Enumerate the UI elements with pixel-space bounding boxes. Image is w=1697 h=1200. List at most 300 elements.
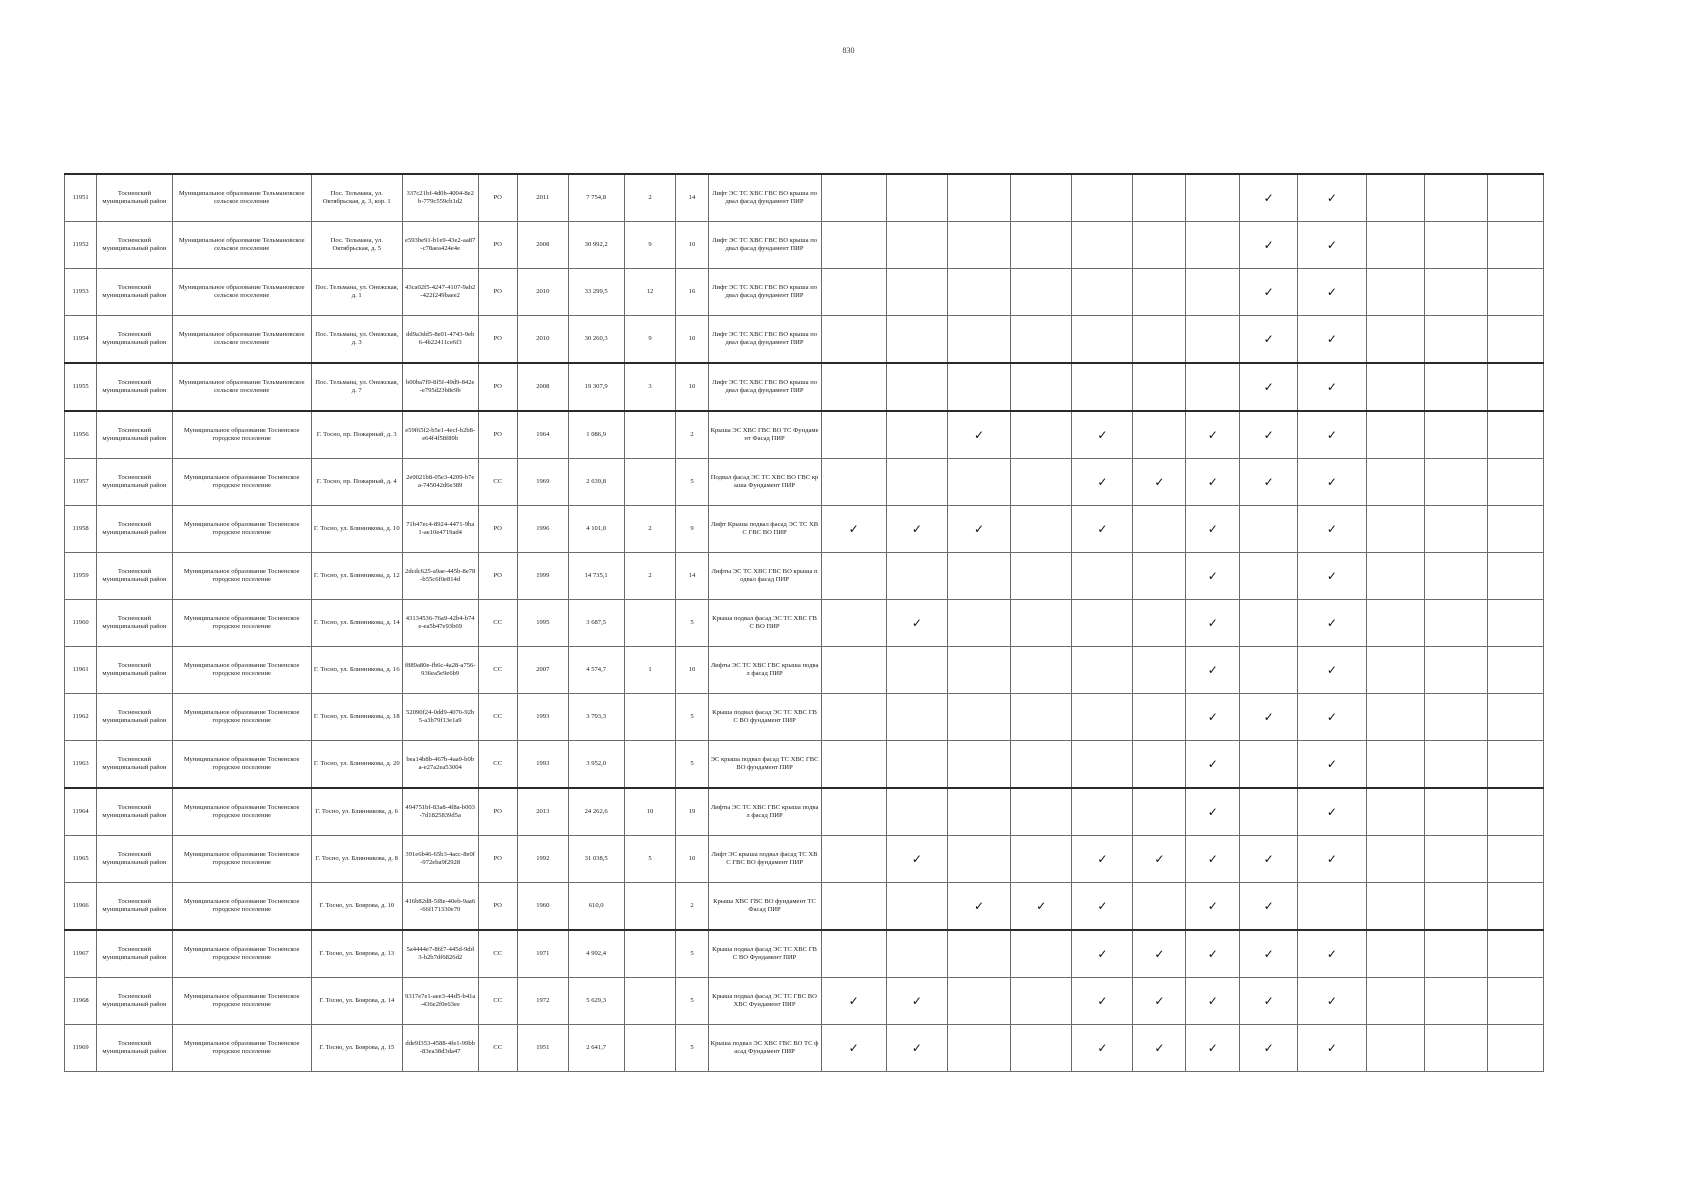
elevators-count-cell: 2	[624, 506, 676, 553]
area-cell: 4 574,7	[568, 647, 624, 694]
empty-cell	[1240, 741, 1298, 789]
checkmark-cell: ✓	[1186, 459, 1240, 506]
checkmark-cell: ✓	[1298, 694, 1366, 741]
page-number: 830	[842, 46, 855, 55]
address-cell: Г. Тосно, ул. Блинникова, д. 18	[311, 694, 402, 741]
empty-cell	[886, 647, 947, 694]
empty-cell	[1366, 411, 1424, 459]
empty-cell	[1424, 459, 1487, 506]
year-cell: 2007	[517, 647, 568, 694]
elevators-count-cell: 2	[624, 553, 676, 600]
checkmark-cell: ✓	[1072, 883, 1133, 931]
checkmark-cell: ✓	[1186, 836, 1240, 883]
year-cell: 1996	[517, 506, 568, 553]
empty-cell	[1487, 269, 1543, 316]
checkmark-cell: ✓	[1298, 222, 1366, 269]
house-code-cell: 5a4444e7-86f7-445d-9dd3-b2b7df6826d2	[402, 930, 478, 978]
empty-cell	[1011, 363, 1072, 411]
checkmark-cell: ✓	[1186, 930, 1240, 978]
empty-cell	[821, 930, 886, 978]
checkmark-cell: ✓	[821, 506, 886, 553]
empty-cell	[947, 363, 1010, 411]
empty-cell	[821, 788, 886, 836]
checkmark-cell: ✓	[1072, 1025, 1133, 1072]
empty-cell	[947, 316, 1010, 364]
district-cell: Тосненский муниципальный район	[97, 883, 173, 931]
ownership-type-cell: РО	[478, 269, 517, 316]
empty-cell	[1011, 694, 1072, 741]
ownership-type-cell: СС	[478, 741, 517, 789]
checkmark-cell: ✓	[821, 978, 886, 1025]
empty-cell	[947, 269, 1010, 316]
row-number: 11964	[65, 788, 97, 836]
house-code-cell: 494751bf-83a8-4f8a-b003-7d1825839d5a	[402, 788, 478, 836]
row-number: 11966	[65, 883, 97, 931]
empty-cell	[1366, 930, 1424, 978]
empty-cell	[1011, 174, 1072, 222]
empty-cell	[1072, 600, 1133, 647]
works-list-cell: Лифт ЭС крыша подвал фасад ТС ХВС ГВС ВО фундамент ПИР	[708, 836, 821, 883]
year-cell: 1993	[517, 741, 568, 789]
empty-cell	[1366, 836, 1424, 883]
district-cell: Тосненский муниципальный район	[97, 930, 173, 978]
empty-cell	[1011, 930, 1072, 978]
address-cell: Г. Тосно, ул. Боярова, д. 10	[311, 883, 402, 931]
works-list-cell: Крыша ХВС ГВС ВО фундамент ТС Фасад ПИР	[708, 883, 821, 931]
empty-cell	[1133, 647, 1186, 694]
empty-cell	[886, 741, 947, 789]
house-code-cell: 337c21bf-4d0b-4004-8e2b-779c559cb1d2	[402, 174, 478, 222]
area-cell: 2 639,8	[568, 459, 624, 506]
ownership-type-cell: РО	[478, 411, 517, 459]
checkmark-cell: ✓	[1298, 269, 1366, 316]
area-cell: 30 260,3	[568, 316, 624, 364]
year-cell: 2013	[517, 788, 568, 836]
year-cell: 1992	[517, 836, 568, 883]
empty-cell	[1366, 788, 1424, 836]
empty-cell	[1011, 647, 1072, 694]
municipality-cell: Муниципальное образование Тосненское городское поселение	[172, 694, 311, 741]
checkmark-cell: ✓	[1133, 836, 1186, 883]
empty-cell	[1424, 836, 1487, 883]
empty-cell	[1133, 411, 1186, 459]
floors-cell: 2	[676, 883, 708, 931]
works-list-cell: Подвал фасад ЭС ТС ХВС ВО ГВС крыша Фундамент ПИР	[708, 459, 821, 506]
empty-cell	[1487, 459, 1543, 506]
elevators-count-cell: 10	[624, 788, 676, 836]
floors-cell: 10	[676, 647, 708, 694]
works-list-cell: Крыша подвал ЭС ХВС ГВС ВО ТС фасад Фундамент ПИР	[708, 1025, 821, 1072]
empty-cell	[886, 930, 947, 978]
empty-cell	[1072, 553, 1133, 600]
district-cell: Тосненский муниципальный район	[97, 600, 173, 647]
ownership-type-cell: РО	[478, 788, 517, 836]
empty-cell	[886, 269, 947, 316]
empty-cell	[1366, 174, 1424, 222]
municipality-cell: Муниципальное образование Тельмановское сельское поселение	[172, 363, 311, 411]
empty-cell	[1424, 411, 1487, 459]
house-code-cell: e59f65f2-b5e1-4ecf-b2b8-e64f4f58f89b	[402, 411, 478, 459]
empty-cell	[1072, 174, 1133, 222]
elevators-count-cell	[624, 883, 676, 931]
year-cell: 1960	[517, 883, 568, 931]
elevators-count-cell	[624, 694, 676, 741]
empty-cell	[1011, 978, 1072, 1025]
elevators-count-cell	[624, 1025, 676, 1072]
ownership-type-cell: РО	[478, 883, 517, 931]
address-cell: Пос. Тельмана, ул. Октябрьская, д. 3, кор. 1	[311, 174, 402, 222]
empty-cell	[1011, 788, 1072, 836]
empty-cell	[1366, 978, 1424, 1025]
empty-cell	[821, 411, 886, 459]
ownership-type-cell: РО	[478, 222, 517, 269]
empty-cell	[1011, 506, 1072, 553]
empty-cell	[1072, 316, 1133, 364]
empty-cell	[1487, 174, 1543, 222]
empty-cell	[1424, 788, 1487, 836]
empty-cell	[821, 459, 886, 506]
row-number: 11958	[65, 506, 97, 553]
empty-cell	[1240, 788, 1298, 836]
checkmark-cell: ✓	[1298, 978, 1366, 1025]
works-list-cell: Крыша подвал фасад ЭС ТС ХВС ГВС ВО фундамент ПИР	[708, 694, 821, 741]
empty-cell	[1424, 930, 1487, 978]
empty-cell	[821, 741, 886, 789]
floors-cell: 10	[676, 363, 708, 411]
checkmark-cell: ✓	[1072, 506, 1133, 553]
municipality-cell: Муниципальное образование Тосненское городское поселение	[172, 647, 311, 694]
empty-cell	[947, 978, 1010, 1025]
municipality-cell: Муниципальное образование Тосненское городское поселение	[172, 978, 311, 1025]
address-cell: Г. Тосно, ул. Блинникова, д. 16	[311, 647, 402, 694]
empty-cell	[1487, 363, 1543, 411]
empty-cell	[1072, 741, 1133, 789]
district-cell: Тосненский муниципальный район	[97, 741, 173, 789]
checkmark-cell: ✓	[1298, 600, 1366, 647]
elevators-count-cell: 2	[624, 174, 676, 222]
municipality-cell: Муниципальное образование Тосненское городское поселение	[172, 600, 311, 647]
checkmark-cell: ✓	[1240, 459, 1298, 506]
empty-cell	[1133, 694, 1186, 741]
empty-cell	[821, 600, 886, 647]
address-cell: Г. Тосно, ул. Блинникова, д. 6	[311, 788, 402, 836]
municipality-cell: Муниципальное образование Тосненское городское поселение	[172, 553, 311, 600]
empty-cell	[1424, 222, 1487, 269]
district-cell: Тосненский муниципальный район	[97, 269, 173, 316]
empty-cell	[1366, 600, 1424, 647]
municipality-cell: Муниципальное образование Тосненское городское поселение	[172, 411, 311, 459]
house-code-cell: f889a80e-fb6c-4a28-a756-936ea5e9e6b9	[402, 647, 478, 694]
empty-cell	[1072, 694, 1133, 741]
empty-cell	[1011, 316, 1072, 364]
checkmark-cell: ✓	[1072, 836, 1133, 883]
district-cell: Тосненский муниципальный район	[97, 222, 173, 269]
floors-cell: 5	[676, 459, 708, 506]
checkmark-cell: ✓	[886, 836, 947, 883]
checkmark-cell: ✓	[1133, 978, 1186, 1025]
checkmark-cell: ✓	[1298, 174, 1366, 222]
works-list-cell: Лифты ЭС ТС ХВС ГВС ВО крыша подвал фасад ПИР	[708, 553, 821, 600]
checkmark-cell: ✓	[1240, 174, 1298, 222]
empty-cell	[1133, 222, 1186, 269]
table-row	[65, 174, 1544, 222]
empty-cell	[1424, 553, 1487, 600]
floors-cell: 5	[676, 741, 708, 789]
checkmark-cell: ✓	[1186, 788, 1240, 836]
empty-cell	[821, 836, 886, 883]
table-row	[65, 978, 1544, 1025]
empty-cell	[821, 363, 886, 411]
checkmark-cell: ✓	[1186, 647, 1240, 694]
empty-cell	[1133, 741, 1186, 789]
empty-cell	[1366, 647, 1424, 694]
works-list-cell: Крыша подвал фасад ЭС ТС ГВС ВО ХВС Фундамент ПИР	[708, 978, 821, 1025]
checkmark-cell: ✓	[1298, 930, 1366, 978]
works-list-cell: Крыша ЭС ХВС ГВС ВО ТС Фундамент Фасад ПИР	[708, 411, 821, 459]
district-cell: Тосненский муниципальный район	[97, 506, 173, 553]
district-cell: Тосненский муниципальный район	[97, 694, 173, 741]
house-code-cell: 2dcdc625-a9ae-445b-8e78-b55c6f0e814d	[402, 553, 478, 600]
year-cell: 2008	[517, 222, 568, 269]
address-cell: Г. Тосно, ул. Блинникова, д. 8	[311, 836, 402, 883]
checkmark-cell: ✓	[1298, 788, 1366, 836]
row-number: 11956	[65, 411, 97, 459]
municipality-cell: Муниципальное образование Тосненское городское поселение	[172, 788, 311, 836]
empty-cell	[1424, 363, 1487, 411]
table-row	[65, 363, 1544, 411]
checkmark-cell: ✓	[886, 978, 947, 1025]
checkmark-cell: ✓	[947, 883, 1010, 931]
empty-cell	[947, 836, 1010, 883]
house-code-cell: 391e6b46-65b3-4acc-8e0f-972eba9f2928	[402, 836, 478, 883]
checkmark-cell: ✓	[1240, 978, 1298, 1025]
checkmark-cell: ✓	[1298, 506, 1366, 553]
table-row	[65, 694, 1544, 741]
works-list-cell: Лифт ЭС ТС ХВС ГВС ВО крыша подвал фасад фундамент ПИР	[708, 363, 821, 411]
table-row	[65, 269, 1544, 316]
address-cell: Пос. Тельмана, ул. Онежская, д. 1	[311, 269, 402, 316]
area-cell: 14 735,1	[568, 553, 624, 600]
checkmark-cell: ✓	[1072, 411, 1133, 459]
checkmark-cell: ✓	[886, 600, 947, 647]
municipality-cell: Муниципальное образование Тосненское городское поселение	[172, 883, 311, 931]
ownership-type-cell: РО	[478, 174, 517, 222]
empty-cell	[1487, 883, 1543, 931]
empty-cell	[821, 222, 886, 269]
empty-cell	[947, 553, 1010, 600]
checkmark-cell: ✓	[1186, 883, 1240, 931]
area-cell: 5 629,3	[568, 978, 624, 1025]
empty-cell	[1186, 174, 1240, 222]
empty-cell	[947, 930, 1010, 978]
area-cell: 19 307,9	[568, 363, 624, 411]
empty-cell	[886, 459, 947, 506]
checkmark-cell: ✓	[1072, 978, 1133, 1025]
house-code-cell: dd9a3dd5-8e01-4743-9eb6-4b22411ce6f3	[402, 316, 478, 364]
address-cell: Г. Тосно, пр. Пожарный, д. 4	[311, 459, 402, 506]
year-cell: 1995	[517, 600, 568, 647]
empty-cell	[947, 600, 1010, 647]
address-cell: Г. Тосно, ул. Блинникова, д. 14	[311, 600, 402, 647]
empty-cell	[1240, 553, 1298, 600]
elevators-count-cell	[624, 459, 676, 506]
address-cell: Г. Тосно, ул. Боярова, д. 15	[311, 1025, 402, 1072]
empty-cell	[1186, 363, 1240, 411]
municipality-cell: Муниципальное образование Тосненское городское поселение	[172, 459, 311, 506]
empty-cell	[1366, 553, 1424, 600]
empty-cell	[1487, 930, 1543, 978]
empty-cell	[1186, 269, 1240, 316]
year-cell: 1971	[517, 930, 568, 978]
floors-cell: 5	[676, 600, 708, 647]
empty-cell	[1133, 269, 1186, 316]
empty-cell	[947, 174, 1010, 222]
ownership-type-cell: СС	[478, 978, 517, 1025]
empty-cell	[1424, 1025, 1487, 1072]
empty-cell	[1366, 694, 1424, 741]
works-list-cell: Лифты ЭС ТС ХВС ГВС крыша подвал фасад ПИР	[708, 788, 821, 836]
area-cell: 3 952,0	[568, 741, 624, 789]
floors-cell: 5	[676, 1025, 708, 1072]
checkmark-cell: ✓	[1186, 506, 1240, 553]
empty-cell	[1240, 647, 1298, 694]
empty-cell	[1487, 316, 1543, 364]
empty-cell	[1424, 269, 1487, 316]
address-cell: Г. Тосно, ул. Блинникова, д. 20	[311, 741, 402, 789]
works-list-cell: Крыша подвал фасад ЭС ТС ХВС ГВС ВО ПИР	[708, 600, 821, 647]
address-cell: Г. Тосно, ул. Боярова, д. 14	[311, 978, 402, 1025]
empty-cell	[947, 459, 1010, 506]
area-cell: 4 992,4	[568, 930, 624, 978]
district-cell: Тосненский муниципальный район	[97, 836, 173, 883]
ownership-type-cell: СС	[478, 600, 517, 647]
year-cell: 2010	[517, 316, 568, 364]
elevators-count-cell: 5	[624, 836, 676, 883]
empty-cell	[947, 647, 1010, 694]
ownership-type-cell: РО	[478, 506, 517, 553]
empty-cell	[1133, 553, 1186, 600]
house-code-cell: 43134536-76a9-42b4-b74e-ea5b47e93b69	[402, 600, 478, 647]
empty-cell	[821, 269, 886, 316]
table-row	[65, 836, 1544, 883]
row-number: 11962	[65, 694, 97, 741]
empty-cell	[1366, 883, 1424, 931]
checkmark-cell: ✓	[1240, 1025, 1298, 1072]
empty-cell	[886, 694, 947, 741]
elevators-count-cell	[624, 930, 676, 978]
address-cell: Г. Тосно, пр. Пожарный, д. 3	[311, 411, 402, 459]
works-list-cell: Лифт ЭС ТС ХВС ГВС ВО крыша подвал фасад фундамент ПИР	[708, 269, 821, 316]
checkmark-cell: ✓	[947, 506, 1010, 553]
row-number: 11968	[65, 978, 97, 1025]
elevators-count-cell: 3	[624, 363, 676, 411]
empty-cell	[1011, 1025, 1072, 1072]
empty-cell	[1011, 459, 1072, 506]
table-row	[65, 553, 1544, 600]
year-cell: 1951	[517, 1025, 568, 1072]
empty-cell	[1133, 174, 1186, 222]
ownership-type-cell: РО	[478, 553, 517, 600]
municipality-cell: Муниципальное образование Тельмановское сельское поселение	[172, 174, 311, 222]
year-cell: 1993	[517, 694, 568, 741]
empty-cell	[1424, 174, 1487, 222]
floors-cell: 14	[676, 553, 708, 600]
empty-cell	[1424, 883, 1487, 931]
empty-cell	[947, 694, 1010, 741]
checkmark-cell: ✓	[821, 1025, 886, 1072]
works-list-cell: Лифт ЭС ТС ХВС ГВС ВО крыша подвал фасад фундамент ПИР	[708, 174, 821, 222]
year-cell: 2011	[517, 174, 568, 222]
checkmark-cell: ✓	[1298, 1025, 1366, 1072]
checkmark-cell: ✓	[1240, 836, 1298, 883]
address-cell: Г. Тосно, ул. Боярова, д. 13	[311, 930, 402, 978]
checkmark-cell: ✓	[1186, 600, 1240, 647]
house-code-cell: 2e0021b8-05e3-4209-b7ea-745042d6e389	[402, 459, 478, 506]
works-list-cell: Лифты ЭС ТС ХВС ГВС крыша подвал фасад ПИР	[708, 647, 821, 694]
register-rows	[65, 174, 1544, 1072]
address-cell: Г. Тосно, ул. Блинникова, д. 12	[311, 553, 402, 600]
checkmark-cell: ✓	[1072, 459, 1133, 506]
works-list-cell: Лифт Крыша подвал фасад ЭС ТС ХВС ГВС ВО ПИР	[708, 506, 821, 553]
ownership-type-cell: СС	[478, 647, 517, 694]
checkmark-cell: ✓	[1298, 459, 1366, 506]
year-cell: 1999	[517, 553, 568, 600]
elevators-count-cell	[624, 411, 676, 459]
empty-cell	[1487, 506, 1543, 553]
works-list-cell: Лифт ЭС ТС ХВС ГВС ВО крыша подвал фасад фундамент ПИР	[708, 316, 821, 364]
row-number: 11960	[65, 600, 97, 647]
elevators-count-cell: 12	[624, 269, 676, 316]
house-code-cell: 52090f24-0dd9-4076-92b5-a3b79f13e1a9	[402, 694, 478, 741]
area-cell: 31 038,5	[568, 836, 624, 883]
municipality-cell: Муниципальное образование Тосненское городское поселение	[172, 506, 311, 553]
empty-cell	[1487, 553, 1543, 600]
empty-cell	[1133, 363, 1186, 411]
checkmark-cell: ✓	[1240, 222, 1298, 269]
works-list-cell: Лифт ЭС ТС ХВС ГВС ВО крыша подвал фасад фундамент ПИР	[708, 222, 821, 269]
address-cell: Пос. Тельмана, ул. Онежская, д. 7	[311, 363, 402, 411]
table-row	[65, 647, 1544, 694]
house-code-cell: b00ba7f9-8f5f-49d9-842e-e795d23b8e9b	[402, 363, 478, 411]
year-cell: 1969	[517, 459, 568, 506]
elevators-count-cell: 9	[624, 316, 676, 364]
district-cell: Тосненский муниципальный район	[97, 647, 173, 694]
empty-cell	[1133, 316, 1186, 364]
empty-cell	[1366, 506, 1424, 553]
checkmark-cell: ✓	[1072, 930, 1133, 978]
empty-cell	[1366, 1025, 1424, 1072]
district-cell: Тосненский муниципальный район	[97, 788, 173, 836]
floors-cell: 19	[676, 788, 708, 836]
empty-cell	[1487, 788, 1543, 836]
area-cell: 7 754,8	[568, 174, 624, 222]
empty-cell	[1072, 222, 1133, 269]
checkmark-cell: ✓	[1240, 694, 1298, 741]
area-cell: 33 299,5	[568, 269, 624, 316]
empty-cell	[1133, 788, 1186, 836]
row-number: 11952	[65, 222, 97, 269]
floors-cell: 5	[676, 694, 708, 741]
floors-cell: 10	[676, 316, 708, 364]
empty-cell	[1487, 978, 1543, 1025]
checkmark-cell: ✓	[1186, 978, 1240, 1025]
empty-cell	[1424, 506, 1487, 553]
empty-cell	[1011, 836, 1072, 883]
district-cell: Тосненский муниципальный район	[97, 1025, 173, 1072]
district-cell: Тосненский муниципальный район	[97, 978, 173, 1025]
address-cell: Пос. Тельмана, ул. Октябрьская, д. 5	[311, 222, 402, 269]
empty-cell	[1240, 600, 1298, 647]
